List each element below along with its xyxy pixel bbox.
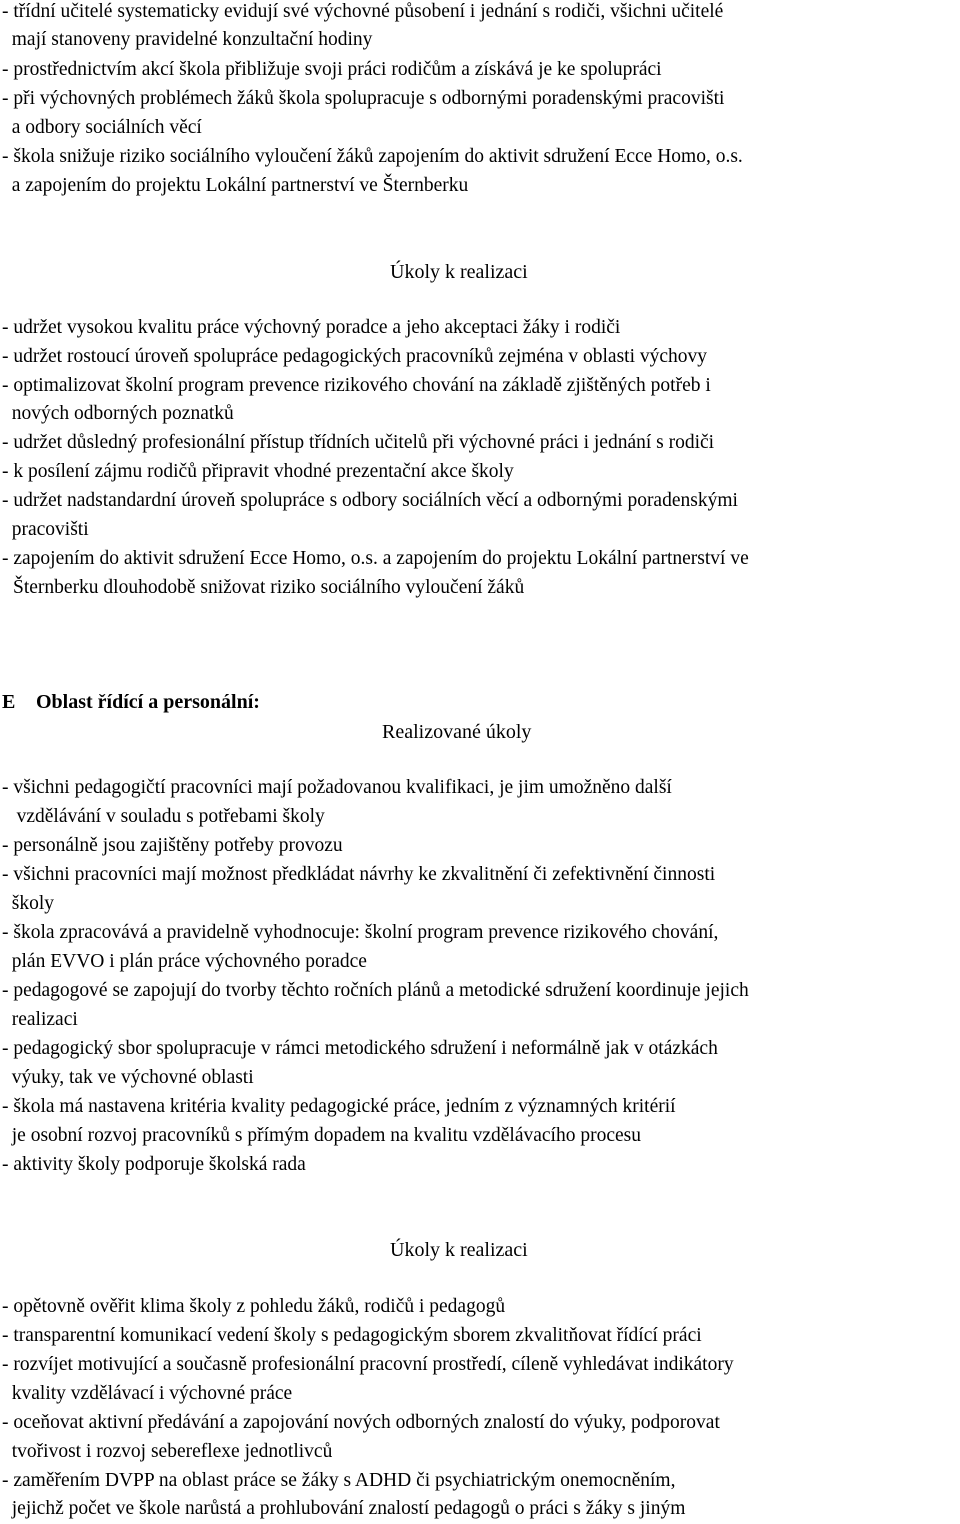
list-item: - zaměřením DVPP na oblast práce se žáky s ADHD či psychiatrickým onemocněním, [2,1470,676,1491]
list-item: - třídní učitelé systematicky evidují své výchovné působení i jednání s rodiči, všichni učitelé [2,1,724,22]
list-item: - opětovně ověřit klima školy z pohledu žáků, rodičů i pedagogů [2,1296,506,1317]
list-item: - pedagogové se zapojují do tvorby těchto ročních plánů a metodické sdružení koordinuje jejich [2,980,749,1001]
done-heading: Realizované úkoly [382,721,532,743]
section-title: Oblast řídící a personální: [36,691,260,713]
list-item: - transparentní komunikací vedení školy s pedagogickým sborem zkvalitňovat řídící práci [2,1325,702,1346]
list-item: plán EVVO i plán práce výchovného poradce [2,951,367,972]
list-item: realizaci [2,1009,78,1030]
list-item: - udržet vysokou kvalitu práce výchovný poradce a jeho akceptaci žáky i rodiči [2,317,621,338]
list-item: - všichni pedagogičtí pracovníci mají požadovanou kvalifikaci, je jim umožněno další [2,777,672,798]
list-item: - všichni pracovníci mají možnost předkládat návrhy ke zkvalitnění či zefektivnění činnosti [2,864,716,885]
list-item: nových odborných poznatků [2,403,234,424]
list-item: - při výchovných problémech žáků škola spolupracuje s odbornými poradenskými pracovišti [2,88,725,109]
list-item: a odbory sociálních věcí [2,117,202,138]
list-item: je osobní rozvoj pracovníků s přímým dopadem na kvalitu vzdělávacího procesu [2,1125,641,1146]
list-item: výuky, tak ve výchovné oblasti [2,1067,254,1088]
list-item: - personálně jsou zajištěny potřeby provozu [2,835,343,856]
list-item: tvořivost i rozvoj sebereflexe jednotlivců [2,1441,333,1462]
list-item: - pedagogický sbor spolupracuje v rámci metodického sdružení i neformálně jak v otázkách [2,1038,718,1059]
list-item: pracovišti [2,519,89,540]
list-item: - aktivity školy podporuje školská rada [2,1154,306,1175]
list-item: - udržet nadstandardní úroveň spolupráce s odbory sociálních věcí a odbornými poradenskými [2,490,738,511]
list-item: - zapojením do aktivit sdružení Ecce Homo, o.s. a zapojením do projektu Lokální partnerství ve [2,548,749,569]
list-item: vzdělávání v souladu s potřebami školy [2,806,325,827]
list-item: a zapojením do projektu Lokální partnerství ve Šternberku [2,175,469,196]
list-item: - škola snižuje riziko sociálního vyloučení žáků zapojením do aktivit sdružení Ecce Homo, o.s. [2,146,743,167]
list-item: - prostřednictvím akcí škola přibližuje svoji práci rodičům a získává je ke spolupráci [2,59,662,80]
list-item: - rozvíjet motivující a současně profesionální pracovní prostředí, cíleně vyhledávat indikátory [2,1354,734,1375]
list-item: jejichž počet ve škole narůstá a prohlubování znalostí pedagogů o práci s žáky s jiným [2,1498,686,1519]
tasks-heading: Úkoly k realizaci [390,1239,528,1261]
list-item: - škola má nastavena kritéria kvality pedagogické práce, jedním z významných kritérií [2,1096,676,1117]
list-item: Šternberku dlouhodobě snižovat riziko sociálního vyloučení žáků [13,577,525,598]
list-item: školy [2,893,55,914]
list-item: - udržet rostoucí úroveň spolupráce pedagogických pracovníků zejména v oblasti výchovy [2,346,708,367]
list-item: - udržet důsledný profesionální přístup třídních učitelů při výchovné práci i jednání s rodiči [2,432,715,453]
section-letter: E [2,691,16,713]
list-item: mají stanoveny pravidelné konzultační hodiny [2,29,373,50]
list-item: - k posílení zájmu rodičů připravit vhodné prezentační akce školy [2,461,514,482]
list-item: kvality vzdělávací i výchovné práce [2,1383,293,1404]
list-item: - oceňovat aktivní předávání a zapojování nových odborných znalostí do výuky, podporovat [2,1412,720,1433]
tasks-heading: Úkoly k realizaci [390,261,528,283]
list-item: - škola zpracovává a pravidelně vyhodnocuje: školní program prevence rizikového chování, [2,922,719,943]
list-item: - optimalizovat školní program prevence rizikového chování na základě zjištěných potřeb i [2,375,711,396]
